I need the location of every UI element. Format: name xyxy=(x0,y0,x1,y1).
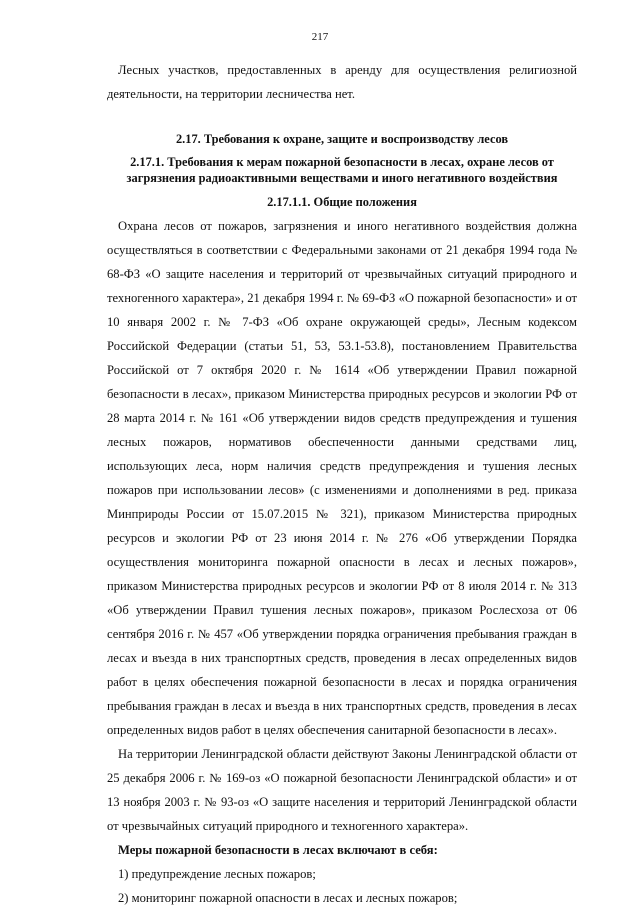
measure-item-1: 1) предупреждение лесных пожаров; xyxy=(118,867,316,881)
section-heading: 2.17. Требования к охране, защите и воспроизводству лесов xyxy=(175,132,509,146)
page-number: 217 xyxy=(311,31,329,43)
measures-heading: Меры пожарной безопасности в лесах включают в себя: xyxy=(118,843,438,857)
paragraph-1: Охрана лесов от пожаров, загрязнения и иного негативного воздействия должна осуществляться в соответствии с Федеральными законами от 21 декабря 1994 года № 68-ФЗ «О защите населения и территорий от чрезвычайных ситуаций природного и техногенного характера», 21 декабря 1994 г. № 69-ФЗ «О пожарной безопасности» и от 10 января 2002 г. № 7-ФЗ «Об охране окружающей среды», Лесным кодексом Российской Федерации (статьи 51, 53, 53.1-53.8), постановлением Правительства Российской от 7 октября 2020 г. № 1614 «Об утверждении Правил пожарной безопасности в лесах», приказом Министерства природных ресурсов и экологии РФ от 28 марта 2014 г. № 161 «Об утверждении видов средств предупреждения и тушения лесных пожаров, нормативов обеспеченности данными средствами лиц, использующих леса, норм наличия средств предупреждения и тушения лесных пожаров при использовании лесов» (с изменениями и дополнениями в ред. приказа Минприроды России от 15.07.2015 № 321), приказом Министерства природных ресурсов и экологии РФ от 23 июня 2014 г. № 276 «Об утверждении Порядка осуществления мониторинга пожарной опасности в лесах и лесных пожаров», приказом Министерства природных ресурсов и экологии РФ от 8 июля 2014 г. № 313 «Об утверждении Правил тушения лесных пожаров», приказом Рослесхоза от 06 сентября 2016 г. № 457 «Об утверждении порядка ограничения пребывания граждан в лесах и въезда в них транспортных средств, проведения в лесах определенных видов работ в целях обеспечения пожарной безопасности в лесах и порядка ограничения пребывания граждан в лесах и въезда в них транспортных средств, проведения в лесах определенных видов работ в целях обеспечения санитарной безопасности в лесах». xyxy=(107,219,577,737)
paragraph-2: На территории Ленинградской области действуют Законы Ленинградской области от 25 декабря 2006 г. № 169-оз «О пожарной безопасности Ленинградской области» и от 13 ноября 2003 г. № 93-оз «О защите населения и территорий Ленинградской области от чрезвычайных ситуаций природного и техногенного характера». xyxy=(107,747,577,833)
measure-item-2: 2) мониторинг пожарной опасности в лесах и лесных пожаров; xyxy=(118,891,458,905)
subsection-heading-line-2: загрязнения радиоактивными веществами и иного негативного воздействия xyxy=(126,171,558,185)
intro-paragraph: Лесных участков, предоставленных в аренду для осуществления религиозной деятельности, на территории лесничества нет. xyxy=(107,63,577,101)
intro-block xyxy=(107,58,577,106)
subsection-heading-line-1: 2.17.1. Требования к мерам пожарной безопасности в лесах, охране лесов от xyxy=(130,155,554,169)
subsubsection-heading: 2.17.1.1. Общие положения xyxy=(267,195,417,209)
main-body xyxy=(107,214,577,910)
